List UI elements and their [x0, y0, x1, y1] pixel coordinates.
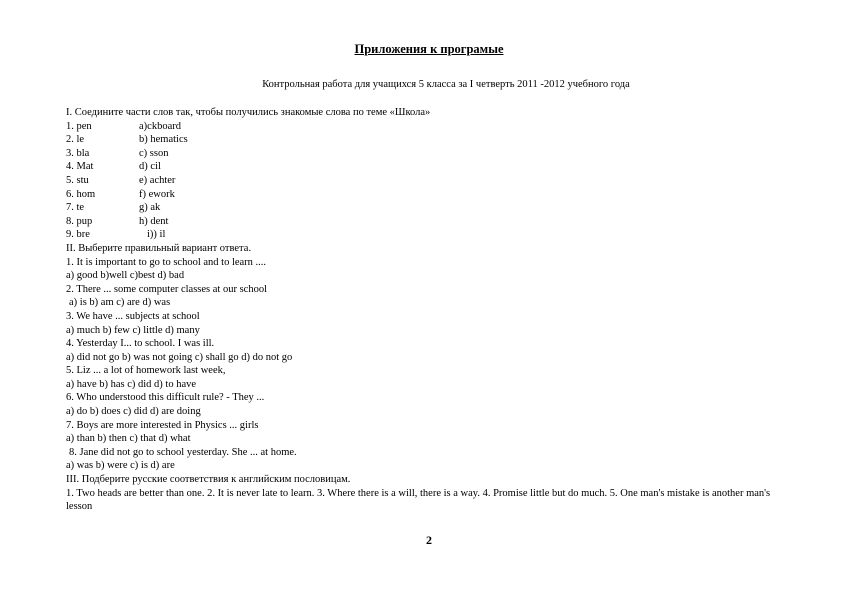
answer-options: a) than b) then c) that d) what — [66, 433, 191, 445]
match-row — [66, 160, 774, 174]
answer-options: a) did not go b) was not going c) shall go d) do not go — [66, 351, 293, 363]
match-row — [66, 201, 774, 215]
word-start: 5. stu — [66, 174, 89, 186]
match-row — [66, 147, 774, 161]
word-end: a)ckboard — [139, 120, 181, 132]
word-start: 2. le — [66, 134, 85, 146]
word-end: c) sson — [139, 147, 169, 159]
word-end: b) hematics — [139, 134, 188, 146]
word-end: f) ework — [139, 188, 175, 200]
word-end: e) achter — [139, 174, 176, 186]
match-row — [66, 188, 774, 202]
question-text: 5. Liz ... a lot of homework last week, — [66, 365, 226, 377]
question-text: 8. Jane did not go to school yesterday. She ... at home. — [69, 446, 297, 458]
question-text: 7. Boys are more interested in Physics ... girls — [66, 419, 259, 431]
section3-heading: III. Подберите русские соответствия к английским пословицам. — [66, 474, 351, 486]
word-end: d) cil — [139, 161, 161, 173]
word-start: 8. pup — [66, 215, 93, 227]
word-start: 6. hom — [66, 188, 96, 200]
match-row — [66, 133, 774, 147]
answer-options: a) was b) were c) is d) are — [66, 460, 175, 472]
match-row — [66, 174, 774, 188]
word-end: g) ak — [139, 202, 161, 214]
word-start: 3. bla — [66, 147, 90, 159]
word-start: 7. te — [66, 202, 85, 214]
question-text: 6. Who understood this difficult rule? - They ... — [66, 392, 265, 404]
question-text: 3. We have ... subjects at school — [66, 310, 200, 322]
question-text: 4. Yesterday I... to school. I was ill. — [66, 338, 215, 350]
question-text: 2. There ... some computer classes at our school — [66, 283, 268, 295]
answer-options: a) much b) few c) little d) many — [66, 324, 200, 336]
answer-options: a) do b) does c) did d) are doing — [66, 406, 201, 418]
answer-options: a) good b)well c)best d) bad — [66, 270, 185, 282]
word-end: i)) il — [147, 229, 166, 241]
word-start: 9. bre — [66, 229, 90, 241]
word-start: 4. Mat — [66, 161, 94, 173]
page-subtitle: Контрольная работа для учащихся 5 класса за I четверть 2011 -2012 учебного года — [262, 79, 630, 90]
section1-heading: I. Соедините части слов так, чтобы получились знакомые слова по теме «Школа» — [66, 107, 431, 118]
match-row — [66, 215, 774, 229]
match-row — [66, 228, 774, 242]
word-end: h) dent — [139, 215, 169, 227]
proverbs-text: 1. Two heads are better than one. 2. It is never late to learn. 3. Where there is a will, there is a way. 4. Promise little but do much. 5. One man's mistake is another man's lesson — [66, 487, 771, 513]
answer-options: a) is b) am c) are d) was — [69, 297, 171, 309]
section2-heading: II. Выберите правильный вариант ответа. — [66, 242, 252, 254]
test-content — [66, 106, 774, 514]
answer-options: a) have b) has c) did d) to have — [66, 378, 197, 390]
question-text: 1. It is important to go to school and to learn .... — [66, 256, 267, 268]
page-number: 2 — [426, 533, 432, 547]
match-row — [66, 120, 774, 134]
page-title: Приложения к програмые — [354, 42, 504, 56]
word-start: 1. pen — [66, 120, 92, 132]
